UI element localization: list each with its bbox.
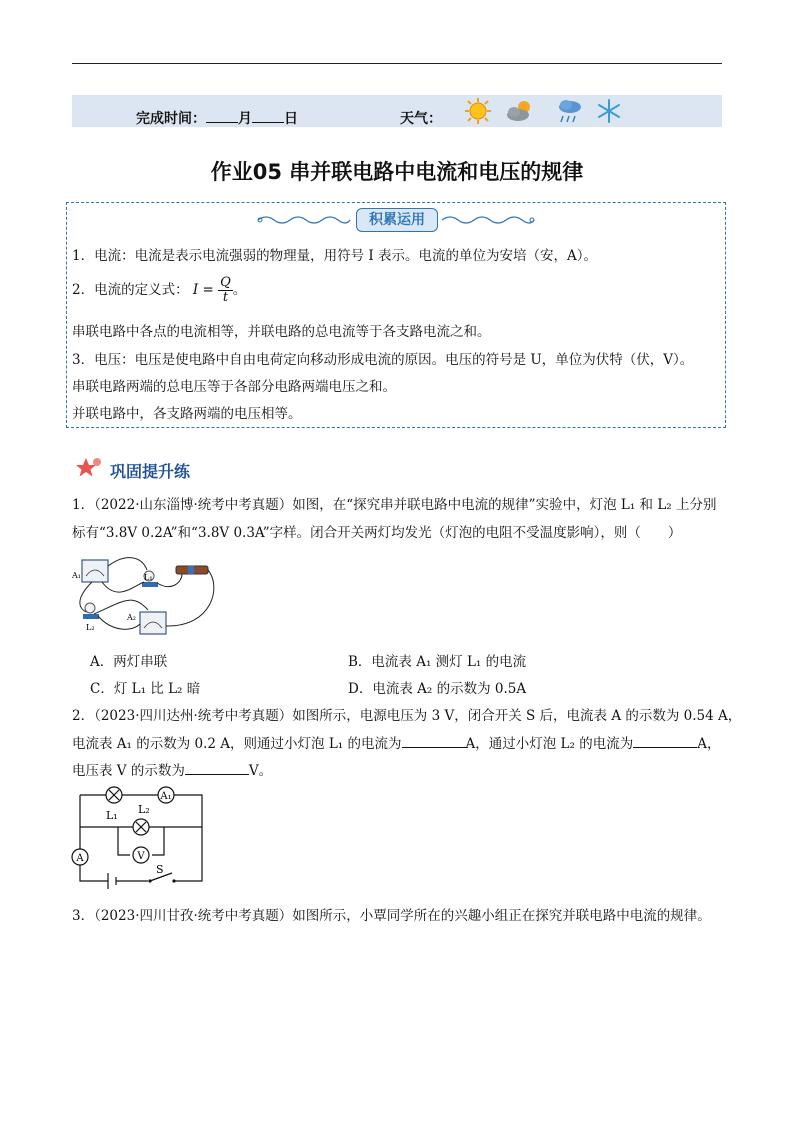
q2-line-2 (72, 732, 720, 752)
q2-blank-2[interactable] (633, 735, 697, 748)
q1-label-l2: L₂ (86, 623, 95, 632)
section-title: 巩固提升练 (110, 462, 191, 481)
top-rule (72, 63, 722, 64)
snowflake-icon (596, 97, 622, 125)
day-label: 日 (284, 111, 298, 127)
page-title: 作业05 串并联电路中电流和电压的规律 (210, 160, 584, 184)
q2-line-2-b: A，通过小灯泡 L₂ 的电流为 (465, 736, 634, 752)
q1-label-l1: L₁ (144, 573, 153, 582)
q1-label-a1: A₁ (72, 571, 81, 580)
q1-circuit-figure (72, 552, 222, 640)
summary-badge: 积累运用 (356, 208, 438, 232)
q3-line-1: 3．（2023·四川甘孜·统考中考真题）如图所示，小覃同学所在的兴趣小组正在探究并联电路中电流的规律。 (72, 908, 711, 924)
summary-line-5: 串联电路两端的总电压等于各部分电路两端电压之和。 (72, 379, 396, 395)
formula-prefix: 2．电流的定义式： (72, 282, 189, 298)
q2-blank-3[interactable] (185, 762, 249, 775)
q2-label-l2: L₂ (138, 803, 150, 816)
q2-label-l1: L₁ (106, 809, 118, 822)
star-icon (75, 456, 105, 478)
formula-suffix: 。 (232, 282, 247, 298)
q2-line-3-b: V。 (248, 763, 273, 779)
q2-label-s: S (156, 863, 164, 876)
formula-lhs: I = (192, 282, 214, 298)
month-blank (206, 108, 238, 123)
completion-label: 完成时间： (136, 111, 206, 127)
q2-line-2-c: A， (697, 736, 721, 752)
partly-cloudy-icon (504, 97, 536, 125)
completion-time (136, 108, 298, 128)
month-label: 月 (238, 111, 252, 127)
q2-line-3-a: 电压表 V 的示数为 (72, 763, 185, 779)
q1-option-c[interactable]: C．灯 L₁ 比 L₂ 暗 (90, 681, 201, 697)
summary-line-6: 并联电路中，各支路两端的电压相等。 (72, 406, 302, 422)
q2-circuit-diagram (68, 783, 208, 891)
q2-label-a: A (76, 853, 84, 864)
q2-label-v: V (137, 851, 145, 862)
formula-fraction (218, 276, 233, 305)
q2-label-a1: A₁ (160, 791, 172, 802)
q2-line-1: 2．（2023·四川达州·统考中考真题）如图所示，电源电压为 3 V，闭合开关 S 后，电流表 A 的示数为 0.54 A， (72, 708, 742, 724)
weather-label: 天气： (400, 111, 442, 127)
summary-line-2 (72, 276, 246, 305)
summary-line-3: 串联电路中各点的电流相等，并联电路的总电流等于各支路电流之和。 (72, 324, 491, 340)
formula-denominator: t (222, 290, 229, 305)
q1-option-d[interactable]: D．电流表 A₂ 的示数为 0.5A (348, 681, 527, 697)
summary-line-1: 1．电流：电流是表示电流强弱的物理量，用符号 I 表示。电流的单位为安培（安，A）。 (72, 248, 598, 264)
q1-line-2: 标有“3.8V 0.2A”和“3.8V 0.3A”字样。闭合开关两灯均发光（灯泡的电阻不受温度影响），则（ ） (72, 525, 682, 541)
q1-option-b[interactable]: B．电流表 A₁ 测灯 L₁ 的电流 (348, 654, 527, 670)
wave-decor-left (256, 213, 351, 227)
q2-line-2-a: 电流表 A₁ 的示数为 0.2 A，则通过小灯泡 L₁ 的电流为 (72, 736, 402, 752)
q1-line-1: 1．（2022·山东淄博·统考中考真题）如图，在“探究串并联电路中电流的规律”实验中，灯泡 L₁ 和 L₂ 上分别 (72, 497, 717, 513)
summary-line-4: 3．电压：电压是使电路中自由电荷定向移动形成电流的原因。电压的符号是 U，单位为伏特（伏，V）。 (72, 352, 694, 368)
q1-option-a[interactable]: A．两灯串联 (90, 654, 168, 670)
day-blank (252, 108, 284, 123)
q2-line-3 (72, 759, 272, 779)
q1-label-a2: A₂ (127, 613, 136, 622)
rain-icon (556, 97, 584, 125)
q2-blank-1[interactable] (402, 735, 466, 748)
formula-numerator: Q (220, 275, 231, 290)
wave-decor-right (441, 213, 536, 227)
sun-icon (463, 97, 493, 125)
